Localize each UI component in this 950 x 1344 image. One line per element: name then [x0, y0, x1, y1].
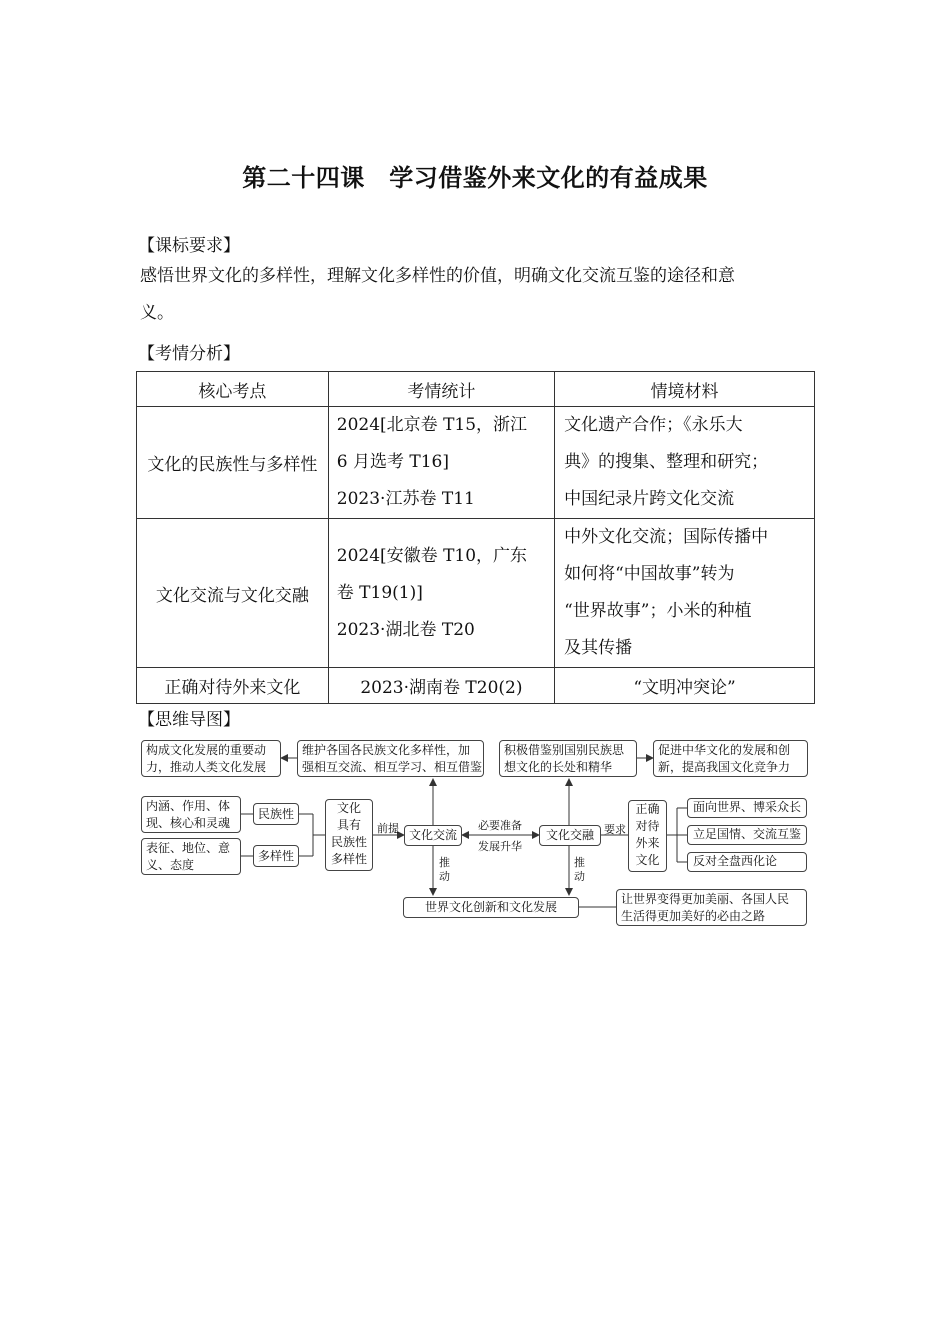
- material-line: 典》的搜集、整理和研究；: [564, 452, 769, 472]
- node-text: 让世界变得更加美丽、各国人民: [621, 892, 790, 906]
- material-line: 中国纪录片跨文化交流: [564, 489, 735, 509]
- node-text: 对待: [635, 819, 660, 833]
- material-line: 及其传播: [564, 638, 633, 658]
- mindmap-node-top-left-result: [141, 740, 281, 777]
- mindmap-node-fusion: 文化交融: [539, 825, 601, 846]
- table-header-cell: 核心考点: [137, 372, 329, 407]
- node-text: 具有: [336, 818, 361, 832]
- table-cell-point: 正确对待外来文化: [137, 668, 329, 704]
- node-text: 构成文化发展的重要动: [146, 743, 267, 757]
- mindmap-node-option-1: 面向世界、博采众长: [687, 798, 807, 818]
- mindmap-node-option-3: 反对全盘西化论: [687, 852, 807, 872]
- node-text: 力，推动人类文化发展: [146, 760, 267, 774]
- table-header-cell: 考情统计: [328, 372, 554, 407]
- node-text: 文化: [635, 853, 660, 867]
- node-text: 正确: [635, 802, 660, 816]
- label-necessary: 必要准备: [478, 819, 522, 832]
- label-develop: 发展升华: [478, 840, 522, 853]
- node-text: 现、核心和灵魂: [146, 816, 231, 830]
- mindmap-node-culture-traits: [325, 799, 373, 871]
- node-text: 文化: [336, 801, 361, 815]
- mindmap-node-top-right-result: [653, 740, 808, 777]
- stats-line: 6 月选考 T16]: [336, 452, 450, 472]
- page-title: 第二十四课 学习借鉴外来文化的有益成果: [242, 163, 708, 192]
- table-cell-stats: 2023·湖南卷 T20(2): [328, 668, 554, 704]
- material-line: “世界故事”；小米的种植: [564, 601, 752, 621]
- mindmap-node-option-2: 立足国情、交流互鉴: [687, 825, 807, 845]
- node-text: 想文化的长处和精华: [504, 760, 613, 774]
- node-text: 外来: [635, 836, 660, 850]
- label-push-right: 推动: [574, 856, 585, 883]
- mindmap-node-diversity-detail: [141, 838, 241, 875]
- node-text: 促进中华文化的发展和创: [658, 743, 791, 757]
- requirements-line: 感悟世界文化的多样性，理解文化多样性的价值，明确文化交流互鉴的途径和意: [140, 266, 735, 286]
- stats-line: 2024[安徽卷 T10，广东: [336, 545, 528, 566]
- mindmap-node-correct-treat: [628, 800, 667, 872]
- node-text: 多样性: [330, 852, 367, 866]
- node-text: 维护各国各民族文化多样性，加: [302, 743, 471, 757]
- node-text: 内涵、作用、体: [146, 799, 231, 813]
- stats-line: 2024[北京卷 T15，浙江: [336, 415, 528, 435]
- stats-line: 2023·湖北卷 T20: [336, 619, 475, 640]
- material-line: 如何将“中国故事”转为: [564, 564, 735, 584]
- node-text: 强相互交流、相互学习、相互借鉴: [302, 760, 483, 774]
- material-line: 中外文化交流；国际传播中: [564, 527, 769, 547]
- mindmap-heading: 【思维导图】: [138, 710, 240, 730]
- table-cell-material: “文明冲突论”: [555, 668, 815, 704]
- table-cell-point: 文化交流与文化交融: [137, 519, 329, 668]
- mindmap-node-world-culture: 世界文化创新和文化发展: [403, 897, 579, 918]
- label-require: 要求: [604, 823, 626, 836]
- mindmap-node-nationality-detail: [141, 796, 241, 833]
- requirements-line: 义。: [140, 303, 174, 323]
- node-text: 生活得更加美好的必由之路: [621, 909, 766, 923]
- material-line: 文化遗产合作；《永乐大: [564, 415, 743, 435]
- mindmap-node-nationality: 民族性: [253, 803, 299, 825]
- node-text: 表征、地位、意: [146, 841, 231, 855]
- mindmap-node-diversity: 多样性: [253, 845, 299, 867]
- requirements-heading: 【课标要求】: [138, 236, 240, 256]
- node-text: 积极借鉴别国别民族思: [504, 743, 625, 757]
- mindmap-node-top-left-cause: [297, 740, 484, 777]
- stats-line: 卷 T19(1)]: [336, 582, 423, 603]
- table-cell-point: 文化的民族性与多样性: [137, 407, 329, 519]
- table-header-cell: 情境材料: [555, 372, 815, 407]
- stats-line: 2023·江苏卷 T11: [336, 489, 475, 509]
- node-text: 民族性: [330, 835, 367, 849]
- label-premise: 前提: [377, 822, 399, 835]
- analysis-heading: 【考情分析】: [138, 344, 240, 364]
- mindmap-node-exchange: 文化交流: [404, 825, 462, 846]
- node-text: 新，提高我国文化竞争力: [658, 760, 791, 774]
- mindmap-node-final-result: [616, 889, 807, 926]
- node-text: 义、态度: [146, 858, 195, 872]
- label-push-left: 推动: [439, 856, 450, 883]
- mindmap-node-top-right-cause: [499, 740, 637, 777]
